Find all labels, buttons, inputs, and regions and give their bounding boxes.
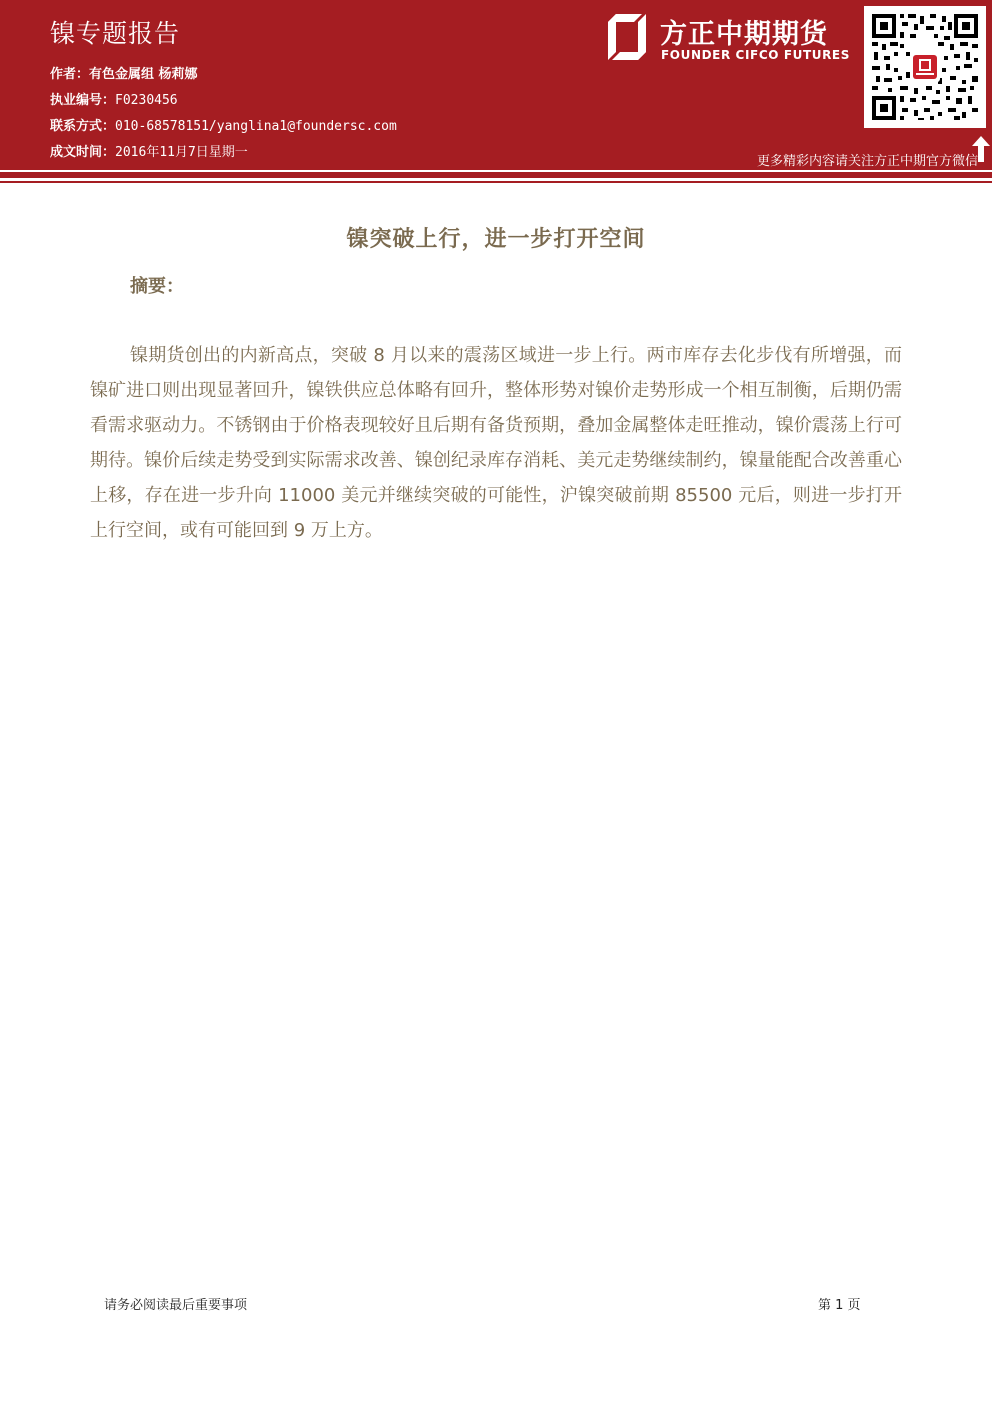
brand-name-cn: 方正中期期货 xyxy=(660,19,828,50)
page-number: 第 1 页 xyxy=(818,1298,861,1313)
abstract-label: 摘要： xyxy=(130,276,184,297)
date-label: 成文时间： xyxy=(50,145,116,160)
contact-value: 010-68578151/yanglina1@foundersc.com xyxy=(115,119,397,134)
brand-logo-icon xyxy=(604,14,650,60)
qr-code-icon xyxy=(870,12,980,122)
contact-line xyxy=(50,115,397,134)
license-label: 执业编号： xyxy=(50,93,116,108)
license-line xyxy=(50,89,178,108)
license-value: F0230456 xyxy=(115,93,178,108)
header-divider-thin xyxy=(0,181,992,183)
abstract-body: 镍期货创出的内新高点，突破 8 月以来的震荡区域进一步上行。两市库存去化步伐有所增强，而镍矿进口则出现显著回升，镍铁供应总体略有回升，整体形势对镍价走势形成一个相互制衡，后期仍需看需求驱动力。不锈钢由于价格表现较好且后期有备货预期，叠加金属整体走旺推动，镍价震荡上行可期待。镍价后续走势受到实际需求改善、镍创纪录库存消耗、美元走势继续制约，镍量能配合改善重心上移，存在进一步升向 11000 美元并继续突破的可能性，沪镍突破前期 85500 元后，则进一步打开上行空间，或有可能回到 9 万上方。 xyxy=(90,345,902,541)
wechat-qr-code xyxy=(864,6,986,128)
wechat-follow-note: 更多精彩内容请关注方正中期官方微信 xyxy=(756,154,978,169)
brand-name-en: FOUNDER CIFCO FUTURES xyxy=(661,48,850,62)
date-value: 2016年11月7日星期一 xyxy=(115,145,248,160)
report-type-title: 镍专题报告 xyxy=(50,19,181,48)
footer-notice: 请务必阅读最后重要事项 xyxy=(104,1298,248,1313)
article-title: 镍突破上行，进一步打开空间 xyxy=(346,227,646,252)
arrow-up-icon xyxy=(972,136,990,162)
author-value: 有色金属组 杨莉娜 xyxy=(89,67,198,82)
date-line xyxy=(50,141,248,160)
header-divider xyxy=(0,172,992,178)
author-label: 作者： xyxy=(50,67,90,82)
contact-label: 联系方式： xyxy=(50,119,116,134)
author-line xyxy=(50,63,198,82)
